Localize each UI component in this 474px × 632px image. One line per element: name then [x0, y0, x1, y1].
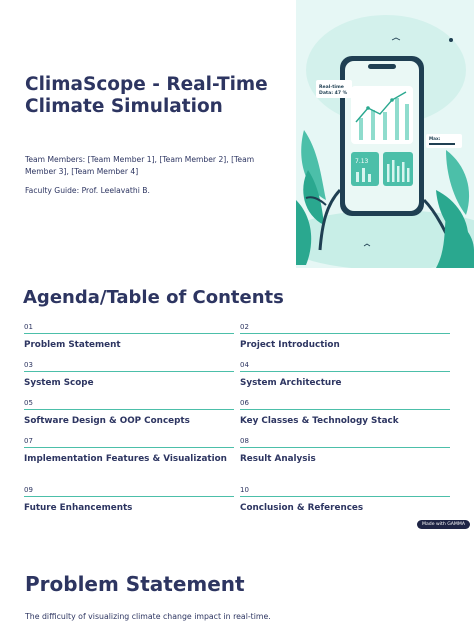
agenda-divider	[240, 447, 450, 448]
agenda-item	[24, 399, 234, 426]
side-label: Max:	[429, 136, 441, 141]
agenda-number: 03	[24, 361, 33, 369]
agenda-item	[24, 486, 234, 513]
agenda-label: Implementation Features & Visualization	[24, 454, 227, 464]
agenda-item	[24, 437, 234, 464]
agenda-divider	[24, 496, 234, 497]
agenda-divider	[24, 409, 234, 410]
agenda-item	[240, 323, 450, 350]
agenda-number: 10	[240, 486, 249, 494]
problem-statement-text: The difficulty of visualizing climate change impact in real-time.	[25, 612, 271, 621]
agenda-divider	[24, 447, 234, 448]
agenda-item	[24, 323, 234, 350]
agenda-divider	[240, 371, 450, 372]
agenda-label: Problem Statement	[24, 340, 121, 350]
agenda-divider	[240, 333, 450, 334]
title-slide	[0, 0, 474, 268]
made-with-badge[interactable]: Made with GAMMA	[417, 520, 470, 529]
presentation-title: ClimaScope - Real-Time Climate Simulation	[25, 74, 268, 117]
agenda-divider	[240, 496, 450, 497]
agenda-number: 05	[24, 399, 33, 407]
agenda-divider	[240, 409, 450, 410]
agenda-number: 07	[24, 437, 33, 445]
agenda-item	[240, 361, 450, 388]
agenda-item	[240, 399, 450, 426]
agenda-number: 04	[240, 361, 249, 369]
agenda-number: 02	[240, 323, 249, 331]
card-label-2: Data: 47 %	[319, 91, 348, 96]
problem-statement-title: Problem Statement	[25, 572, 245, 596]
agenda-divider	[24, 371, 234, 372]
agenda-divider	[24, 333, 234, 334]
card-label-1: Real-time	[319, 85, 344, 90]
agenda-label: System Scope	[24, 378, 94, 388]
agenda-item	[240, 437, 450, 464]
agenda-label: Project Introduction	[240, 340, 340, 350]
agenda-label: System Architecture	[240, 378, 342, 388]
agenda-number: 08	[240, 437, 249, 445]
team-members: Team Members: [Team Member 1], [Team Member 2], [Team Member 3], [Team Member 4]	[25, 155, 255, 176]
agenda-title: Agenda/Table of Contents	[23, 287, 284, 308]
smartphone-chart-illustration-icon	[296, 0, 474, 268]
agenda-label: Software Design & OOP Concepts	[24, 416, 190, 426]
agenda-label: Result Analysis	[240, 454, 316, 464]
hero-illustration	[296, 0, 474, 268]
agenda-label: Future Enhancements	[24, 503, 133, 513]
agenda-number: 09	[24, 486, 33, 494]
agenda-number: 06	[240, 399, 249, 407]
agenda-label: Key Classes & Technology Stack	[240, 416, 399, 426]
agenda-label: Conclusion & References	[240, 503, 364, 513]
agenda-item	[24, 361, 234, 388]
faculty-guide: Faculty Guide: Prof. Leelavathi B.	[25, 186, 150, 195]
agenda-number: 01	[24, 323, 33, 331]
agenda-item	[240, 486, 450, 513]
mini-value: 7.13	[355, 158, 369, 165]
